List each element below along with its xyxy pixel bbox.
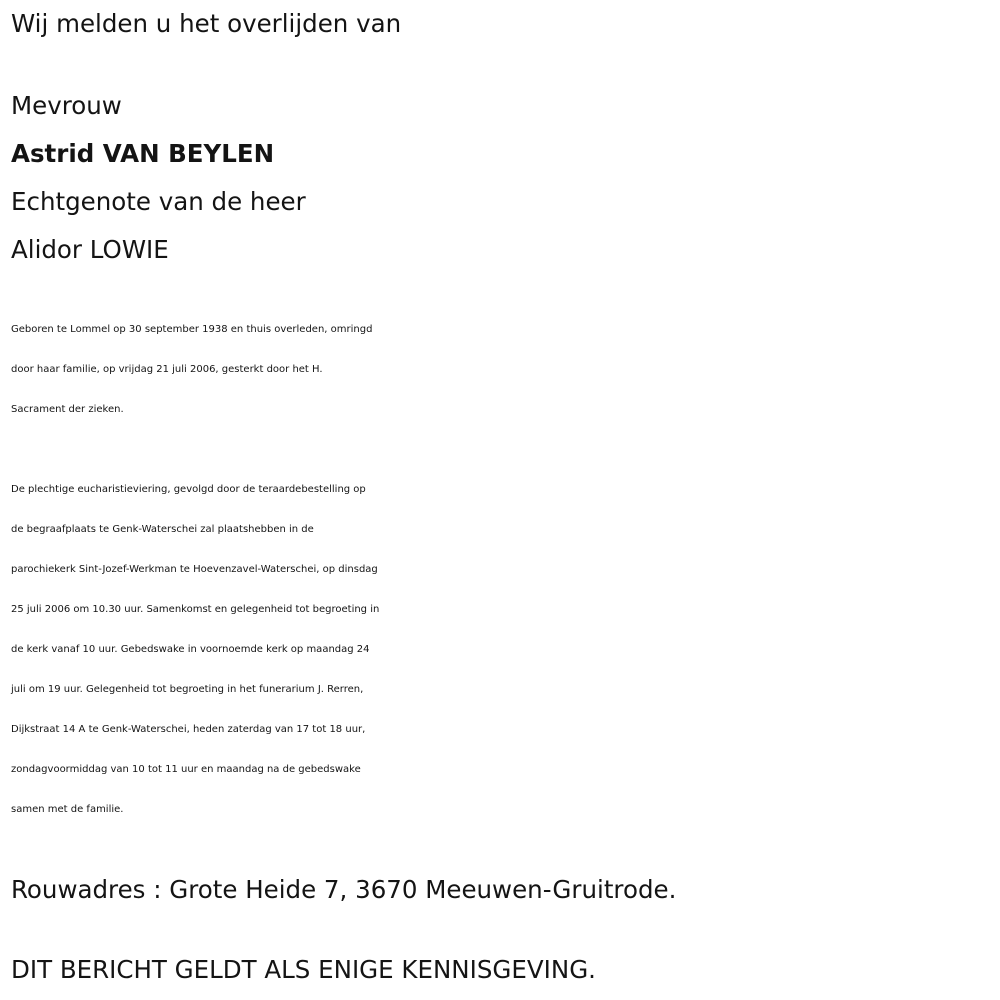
deceased-name: Astrid VAN BEYLEN (11, 139, 275, 168)
spouse-relation: Echtgenote van de heer (11, 187, 306, 216)
title-prefix: Mevrouw (11, 91, 122, 120)
ceremony-paragraph (11, 470, 996, 830)
paragraph-line: samen met de familie. (11, 804, 124, 815)
paragraph-line: De plechtige eucharistieviering, gevolgd door de teraardebestelling op (11, 484, 366, 495)
paragraph-line: Sacrament der zieken. (11, 404, 124, 415)
paragraph-line: Geboren te Lommel op 30 september 1938 en thuis overleden, omringd (11, 324, 373, 335)
paragraph-line: door haar familie, op vrijdag 21 juli 2006, gesterkt door het H. (11, 364, 323, 375)
spouse-name: Alidor LOWIE (11, 235, 169, 264)
paragraph-line: parochiekerk Sint-Jozef-Werkman te Hoevenzavel-Waterschei, op dinsdag (11, 564, 378, 575)
mourning-address: Rouwadres : Grote Heide 7, 3670 Meeuwen-Gruitrode. (11, 875, 677, 904)
paragraph-line: juli om 19 uur. Gelegenheid tot begroeting in het funerarium J. Rerren, (11, 684, 364, 695)
intro-text: Wij melden u het overlijden van (11, 9, 402, 38)
birth-death-paragraph (11, 310, 996, 430)
paragraph-line: de kerk vanaf 10 uur. Gebedswake in voornoemde kerk op maandag 24 (11, 644, 370, 655)
paragraph-line: Dijkstraat 14 A te Genk-Waterschei, heden zaterdag van 17 tot 18 uur, (11, 724, 366, 735)
closing-statement: DIT BERICHT GELDT ALS ENIGE KENNISGEVING. (11, 955, 596, 984)
paragraph-line: zondagvoormiddag van 10 tot 11 uur en maandag na de gebedswake (11, 764, 361, 775)
paragraph-line: 25 juli 2006 om 10.30 uur. Samenkomst en gelegenheid tot begroeting in (11, 604, 380, 615)
paragraph-line: de begraafplaats te Genk-Waterschei zal plaatshebben in de (11, 524, 314, 535)
